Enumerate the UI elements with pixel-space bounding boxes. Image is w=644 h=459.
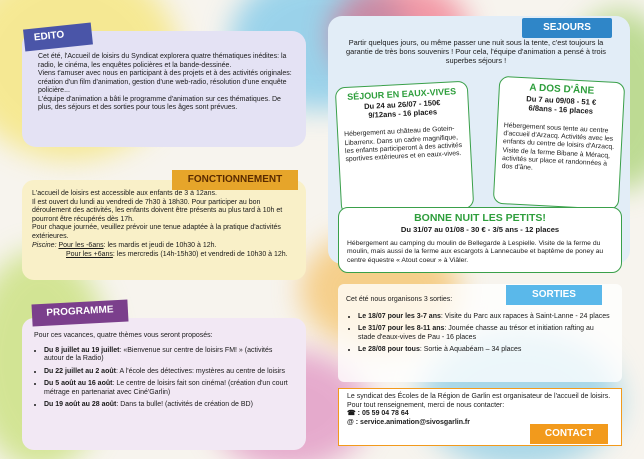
sejour-dos-ane-desc: Hébergement sous tente au centre d'accueil d'Arzacq. Activités avec les enfants du centre de loisirs d'Arzacq. Visite de la ferme Bibane à Méracq, activités sur place et randonnées à dos d'âne. bbox=[501, 121, 615, 172]
piscine-plus6-text: : les mercredis (14h-15h30) et vendredi de 10h30 à 12h. bbox=[112, 250, 288, 258]
contact-tag: CONTACT bbox=[530, 424, 608, 444]
programme-item-text: : «Bienvenue sur centre de loisirs FM! » (activités autour de la Radio) bbox=[44, 346, 273, 363]
sejour-eaux-vives-ages: 9/12ans - 16 places bbox=[368, 107, 438, 121]
sortie-item-who: Le 28/08 pour tous bbox=[358, 346, 420, 354]
piscine-line-1 bbox=[32, 242, 296, 251]
sejours-intro: Partir quelques jours, ou même passer une nuit sous la tente, c'est toujours la garantie de très bons souvenirs ! Pour cela, l'équipe d'animation a pensé à trois superbes séjours ! bbox=[345, 38, 606, 66]
contact-email[interactable]: : service.animation@sivosgarlin.fr bbox=[355, 418, 470, 426]
sejours-tag: SEJOURS bbox=[522, 18, 612, 38]
sortie-item-text: : Visite du Parc aux rapaces à Saint-Lanne - 24 places bbox=[440, 312, 610, 320]
edito-paragraph-2: Viens t'amuser avec nous en participant à des projets et à des activités originales: création d'un film d'animation, gestion d'une web-radio, résolution d'une enquête policière... bbox=[38, 70, 292, 95]
sortie-item-who: Le 31/07 pour les 8-11 ans bbox=[358, 325, 445, 333]
programme-tag: PROGRAMME bbox=[31, 300, 128, 327]
programme-intro: Pour ces vacances, quatre thèmes vous seront proposés: bbox=[34, 332, 213, 339]
sortie-item bbox=[358, 313, 612, 322]
sejour-bonne-nuit-title: BONNE NUIT LES PETITS! bbox=[414, 212, 546, 224]
sejour-eaux-vives-title: SÉJOUR EN EAUX-VIVES bbox=[346, 86, 457, 102]
sorties-tag: SORTIES bbox=[506, 285, 602, 305]
programme-item-text: : Le centre de loisirs fait son cinéma! (création d'un court métrage en partenariat avec Ciné'Garlin) bbox=[44, 380, 288, 396]
email-icon: @ bbox=[347, 418, 354, 426]
contact-phone[interactable]: 05 59 04 78 64 bbox=[361, 410, 409, 418]
piscine-label: Piscine: bbox=[32, 242, 57, 250]
programme-item-date: Du 8 juillet au 19 juillet bbox=[44, 346, 120, 354]
sejour-dos-ane-ages: 6/8ans - 16 places bbox=[528, 103, 594, 117]
sejour-eaux-vives-desc: Hébergement au château de Gotein-Libarrenx. Dans un cadre magnifique, les enfants participeront à des activités sportives extérieures et en eaux-vives. bbox=[344, 125, 463, 164]
fonctionnement-p2: Il est ouvert du lundi au vendredi de 7h30 à 18h30. Pour participer au bon déroulement des activités, les enfants doivent être présents au plus tard à 10h et pourront être récupérés dès 17h. bbox=[32, 198, 283, 223]
sejour-dos-ane-dates: Du 7 au 09/08 - 51 € bbox=[525, 94, 597, 108]
phone-icon: ☎ : bbox=[347, 410, 360, 418]
sortie-item-who: Le 18/07 pour les 3-7 ans bbox=[358, 312, 441, 320]
programme-item-date: Du 22 juillet au 2 août bbox=[44, 367, 116, 375]
fonctionnement-p1: L'accueil de loisirs est accessible aux enfants de 3 à 12ans. bbox=[32, 190, 218, 197]
sortie-item bbox=[358, 346, 612, 355]
piscine-moins6-text: : les mardis et jeudi de 10h30 à 12h. bbox=[103, 242, 217, 250]
fonctionnement-p3: Pour chaque journée, veuillez prévoir une tenue adaptée à la pratique d'activités extérieures. bbox=[32, 224, 281, 240]
programme-item-date: Du 5 août au 16 août bbox=[44, 380, 113, 388]
sortie-item-text: : Sortie à Aquabéarn – 34 places bbox=[419, 346, 522, 354]
sortie-item-text: : Journée chasse au trésor et initiation rafting au stade d'eaux-vives de Pau - 16 places bbox=[358, 325, 594, 341]
sortie-item bbox=[358, 325, 612, 342]
edito-paragraph-3: L'équipe d'animation a bâti le programme d'animation sur ces thématiques. De plus, des séjours et des sorties pour tous les âges sont prévues. bbox=[38, 95, 281, 112]
sorties-intro: Cet été nous organisons 3 sorties: bbox=[346, 296, 453, 303]
programme-list bbox=[34, 347, 294, 410]
sejour-bonne-nuit-card bbox=[338, 207, 622, 273]
programme-item bbox=[44, 401, 294, 410]
programme-item-date: Du 19 août au 28 août bbox=[44, 401, 117, 409]
programme-item-text: : A l'école des détectives: mystères au centre de loisirs bbox=[115, 367, 285, 375]
sejour-bonne-nuit-desc: Hébergement au camping du moulin de Bellegarde à Lespielle. Visite de la ferme du moulin, mais aussi de la ferme aux escargots à Lannecaube et baptême de poney au centre équestre « Atout coeur » à Viâler. bbox=[347, 240, 604, 264]
fonctionnement-panel bbox=[22, 180, 306, 280]
sejour-dos-ane-title: A DOS D'ÂNE bbox=[529, 82, 595, 97]
fonctionnement-tag: FONCTIONNEMENT bbox=[172, 170, 298, 190]
sejour-eaux-vives-card bbox=[335, 81, 475, 216]
sejour-bonne-nuit-dates: Du 31/07 au 01/08 - 30 € - 3/5 ans - 12 places bbox=[400, 224, 560, 234]
piscine-plus6-label: Pour les +6ans bbox=[66, 250, 113, 258]
edito-panel bbox=[22, 31, 306, 147]
programme-item-text: : Dans ta bulle! (activités de création de BD) bbox=[116, 401, 253, 409]
edito-tag: EDITO bbox=[23, 23, 93, 52]
contact-text-1: Le syndicat des Écoles de la Région de Garlin est organisateur de l'accueil de loisirs. bbox=[347, 393, 611, 400]
sejour-dos-ane-card bbox=[493, 76, 626, 210]
programme-panel bbox=[22, 318, 306, 450]
programme-item bbox=[44, 380, 294, 397]
programme-item bbox=[44, 347, 294, 364]
edito-paragraph-1: Cet été, l'Accueil de loisirs du Syndicat explorera quatre thématiques inédites: la radio, le cinéma, les enquêtes policières et la bande-dessinée. bbox=[38, 53, 287, 69]
piscine-moins6-label: Pour les -6ans bbox=[58, 242, 104, 250]
sejour-eaux-vives-dates: Du 24 au 26/07 - 150€ bbox=[363, 98, 441, 112]
contact-phone-line bbox=[347, 410, 611, 419]
programme-item bbox=[44, 368, 294, 377]
sorties-list bbox=[346, 313, 612, 355]
piscine-line-2 bbox=[32, 251, 296, 260]
contact-text-2: Pour tout renseignement, merci de nous contacter: bbox=[347, 401, 505, 409]
